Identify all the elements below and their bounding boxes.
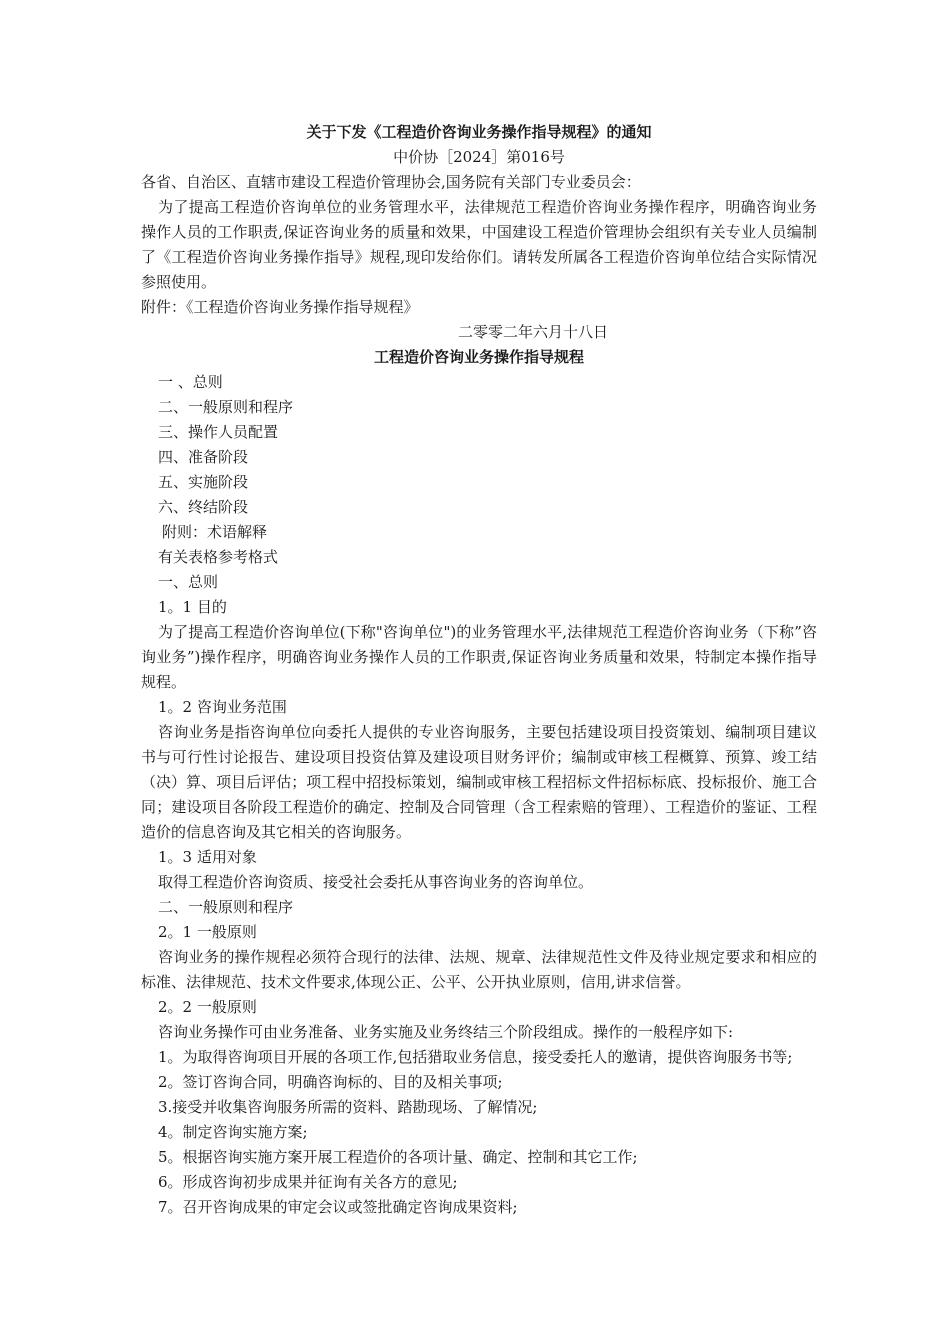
list-item: 1。为取得咨询项目开展的各项工作,包括猎取业务信息，接受委托人的邀请，提供咨询服务书等; <box>158 1048 793 1066</box>
paragraph: 取得工程造价咨询资质、接受社会委托从事咨询业务的咨询单位。 <box>158 873 594 891</box>
paragraph: 咨询业务的操作规程必须符合现行的法律、法规、规章、法律规范性文件及待业规定要求和相应的标准、法律规范、技术文件要求,体现公正、公平、公开执业原则，信用,讲求信誉。 <box>141 948 817 991</box>
notice-body: 为了提高工程造价咨询单位的业务管理水平，法律规范工程造价咨询业务操作程序，明确咨询业务操作人员的工作职责,保证咨询业务的质量和效果，中国建设工程造价管理协会组织有关专业人员编制了《工程造价咨询业务操作指导》规程,现印发给你们。请转发所属各工程造价咨询单位结合实际情况参照使用。 <box>141 198 817 291</box>
toc-item: 一 、总则 <box>158 373 223 391</box>
toc-item: 附则：术语解释 <box>162 523 268 541</box>
subsection-heading: 1。3 适用对象 <box>158 848 257 866</box>
list-item: 4。制定咨询实施方案; <box>158 1123 308 1141</box>
rules-title: 工程造价咨询业务操作指导规程 <box>373 348 584 366</box>
list-item: 3.接受并收集咨询服务所需的资料、踏勘现场、了解情况; <box>158 1098 538 1116</box>
notice-date: 二零零二年六月十八日 <box>458 323 609 341</box>
paragraph: 咨询业务是指咨询单位向委托人提供的专业咨询服务，主要包括建设项目投资策划、编制项目建议书与可行性讨论报告、建设项目投资估算及建设项目财务评价；编制或审核工程概算、预算、竣工结（决）算、项目后评估；项工程中招投标策划，编制或审核工程招标文件招标标底、投标报价、施工合同；建设项目各阶段工程造价的确定、控制及合同管理（含工程索赔的管理）、工程造价的鉴证、工程造价的信息咨询及其它相关的咨询服务。 <box>141 723 817 841</box>
attachment: 附件：《工程造价咨询业务操作指导规程》 <box>141 298 419 316</box>
table-of-contents <box>141 370 817 570</box>
list-item: 2。签订咨询合同，明确咨询标的、目的及相关事项; <box>158 1073 503 1091</box>
doc-number: 中价协［2024］第016号 <box>393 148 565 166</box>
subsection-heading: 1。2 咨询业务范围 <box>158 698 287 716</box>
toc-item: 有关表格参考格式 <box>158 548 279 566</box>
section-heading: 二、一般原则和程序 <box>158 898 294 916</box>
toc-item: 五、实施阶段 <box>158 473 249 491</box>
subsection-heading: 2。2 一般原则 <box>158 998 257 1016</box>
toc-item: 三、操作人员配置 <box>158 423 279 441</box>
list-item: 5。根据咨询实施方案开展工程造价的各项计量、确定、控制和其它工作; <box>158 1148 638 1166</box>
procedure-steps <box>141 1045 817 1220</box>
section-heading: 一、总则 <box>158 573 219 591</box>
toc-item: 六、终结阶段 <box>158 498 249 516</box>
list-item: 7。召开咨询成果的审定会议或签批确定咨询成果资料; <box>158 1198 518 1216</box>
list-item: 6。形成咨询初步成果并征询有关各方的意见; <box>158 1173 458 1191</box>
subsection-heading: 2。1 一般原则 <box>158 923 257 941</box>
paragraph: 为了提高工程造价咨询单位(下称"咨询单位")的业务管理水平,法律规范工程造价咨询业务（下称”咨询业务”)操作程序，明确咨询业务操作人员的工作职责,保证咨询业务质量和效果，特制定本操作指导规程。 <box>141 623 817 691</box>
toc-item: 四、准备阶段 <box>158 448 249 466</box>
notice-title: 关于下发《工程造价咨询业务操作指导规程》的通知 <box>306 123 652 141</box>
toc-item: 二、一般原则和程序 <box>158 398 294 416</box>
addressee: 各省、自治区、直辖市建设工程造价管理协会,国务院有关部门专业委员会： <box>141 173 641 191</box>
paragraph: 咨询业务操作可由业务准备、业务实施及业务终结三个阶段组成。操作的一般程序如下: <box>158 1023 734 1041</box>
subsection-heading: 1。1 目的 <box>158 598 227 616</box>
